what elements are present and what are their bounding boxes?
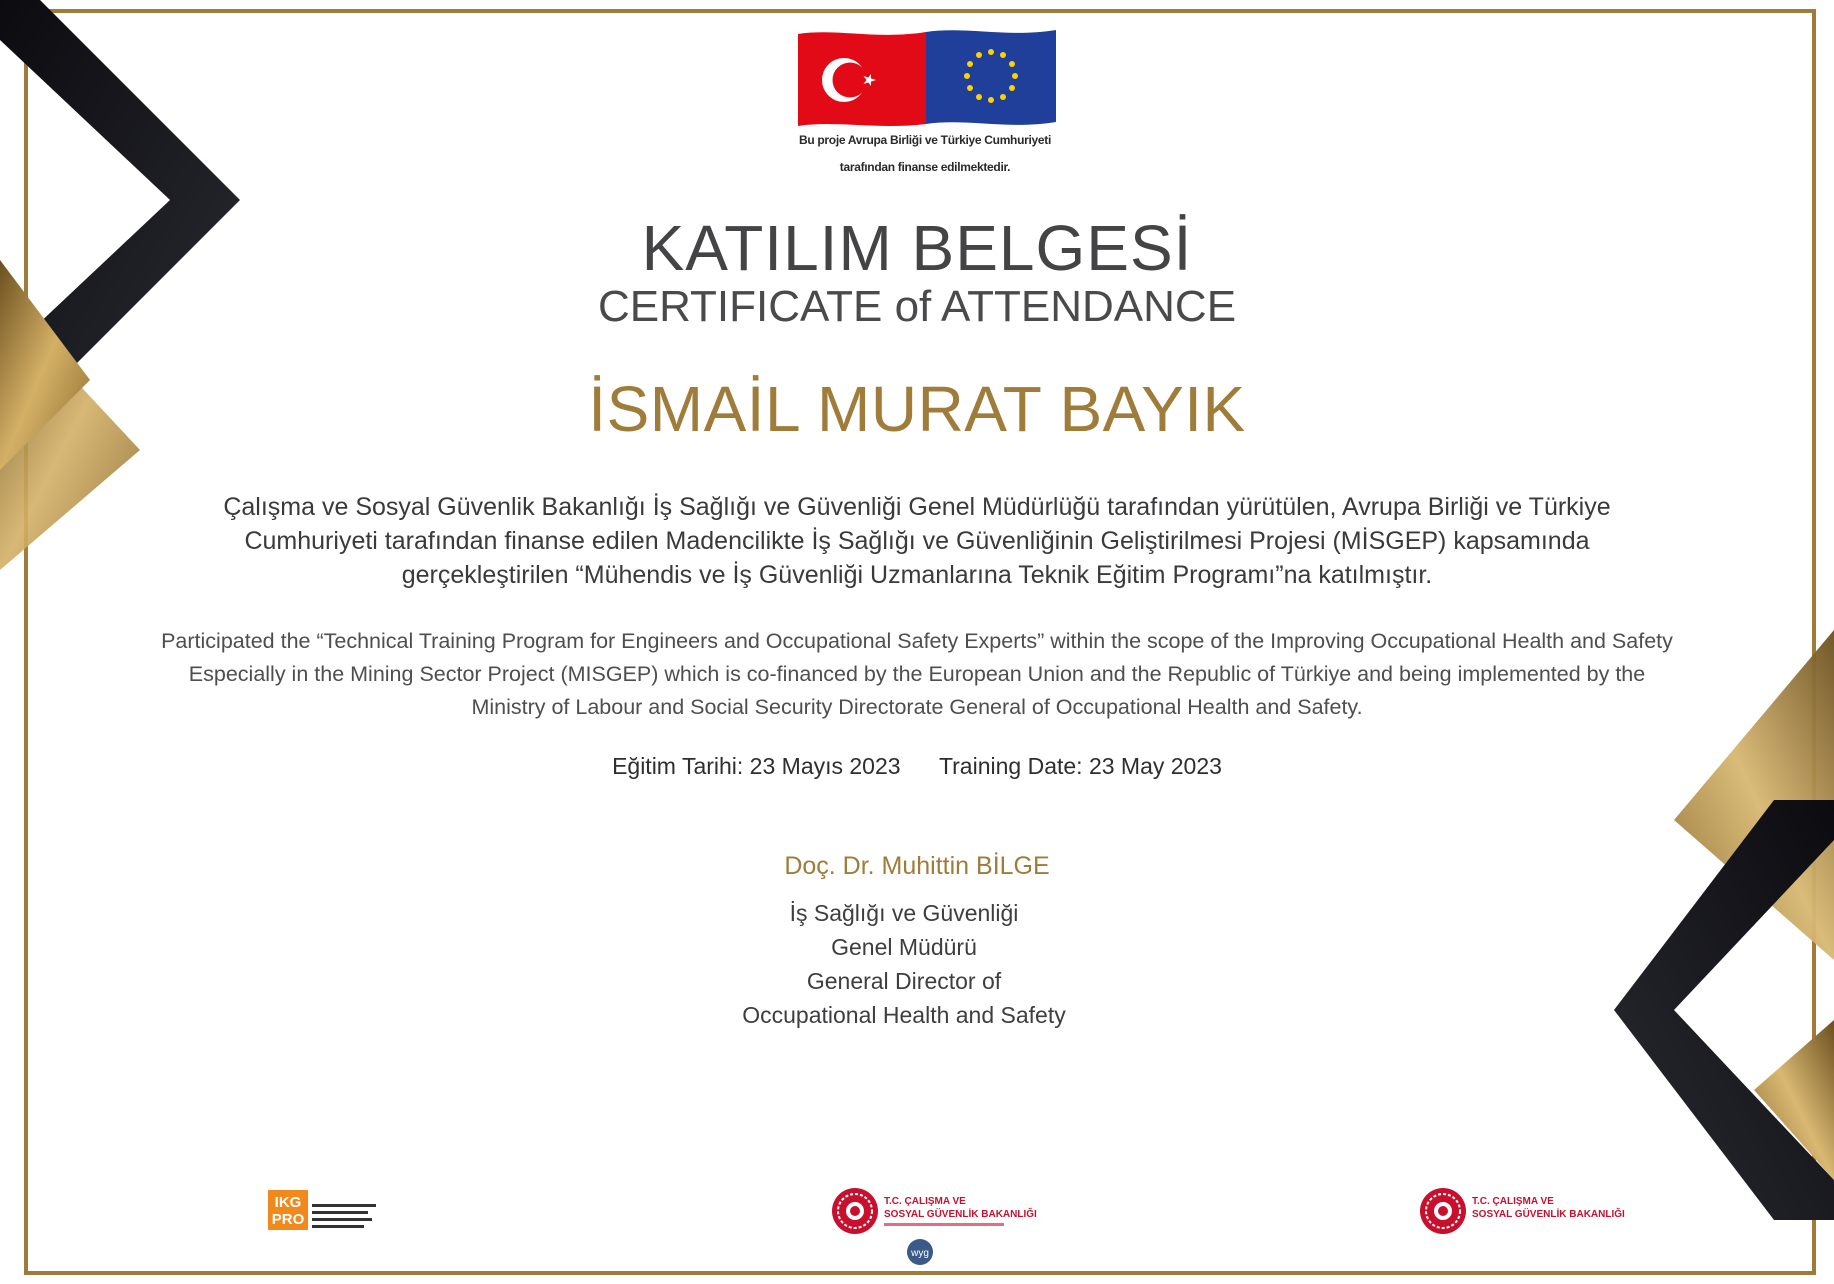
ministry-logo-line1: T.C. ÇALIŞMA VE — [884, 1196, 966, 1207]
turkish-flag-icon — [798, 32, 926, 126]
ikg-logo-text-bottom: PRO — [271, 1211, 305, 1228]
ministry-labour-logo — [830, 1186, 1037, 1236]
certificate-title-english: CERTIFICATE of ATTENDANCE — [597, 282, 1237, 331]
body-text-english: Participated the “Technical Training Program for Engineers and Occupational Safety Experts” within the scope of the Improving Occupational Health and Safety Especially in the Mining Sector Project (MISGEP) which is co-financed by the European Union and the Republic of Türkiye and being implemented by the Ministry of Labour and Social Security Directorate General of Occupational Health and Safety. — [161, 629, 1673, 719]
body-text-turkish: Çalışma ve Sosyal Güvenlik Bakanlığı İş Sağlığı ve Güvenliği Genel Müdürlüğü tarafından yürütülen, Avrupa Birliği ve Türkiye Cumhuriyeti tarafından finanse edilen Madencilikte İş Sağlığı ve Güvenliğinin Geliştirilmesi Projesi (MİSGEP) kapsamında gerçekleştirilen “Mühendis ve İş Güvenliği Uzmanlarına Teknik Eğitim Programı”na katılmıştır. — [223, 493, 1611, 589]
ministry-labour-logo — [1418, 1186, 1625, 1236]
funding-caption-line2: tarafından finanse edilmektedir. — [839, 160, 1011, 174]
role-line: General Director of — [806, 968, 1002, 994]
role-line: İş Sağlığı ve Güvenliği — [789, 900, 1019, 926]
ministry-logo-line2: SOSYAL GÜVENLİK BAKANLIĞI — [884, 1209, 1037, 1220]
ministry-logo-line1: T.C. ÇALIŞMA VE — [1472, 1196, 1554, 1207]
training-date-english: Training Date: 23 May 2023 — [938, 753, 1222, 779]
role-line: Genel Müdürü — [831, 934, 977, 960]
training-date-turkish: Eğitim Tarihi: 23 Mayıs 2023 — [612, 753, 901, 779]
funding-caption-line1: Bu proje Avrupa Birliği ve Türkiye Cumhuriyeti — [798, 133, 1052, 147]
signatory-role — [0, 896, 1808, 1032]
eu-flag-icon — [926, 30, 1056, 125]
ikg-logo-text-top: IKG — [274, 1194, 302, 1211]
training-dates — [0, 750, 1834, 782]
wyg-logo-text: wyg — [911, 1248, 929, 1259]
wyg-logo — [906, 1238, 934, 1266]
signatory-name: Doç. Dr. Muhittin BİLGE — [784, 852, 1050, 880]
ministry-logo-line2: SOSYAL GÜVENLİK BAKANLIĞI — [1472, 1209, 1625, 1220]
recipient-name: İSMAİL MURAT BAYIK — [588, 373, 1246, 445]
certificate-title-turkish: KATILIM BELGESİ — [641, 212, 1193, 284]
ikg-pro-logo — [268, 1190, 388, 1232]
role-line: Occupational Health and Safety — [742, 1002, 1066, 1028]
turkey-eu-flags — [796, 26, 1058, 132]
